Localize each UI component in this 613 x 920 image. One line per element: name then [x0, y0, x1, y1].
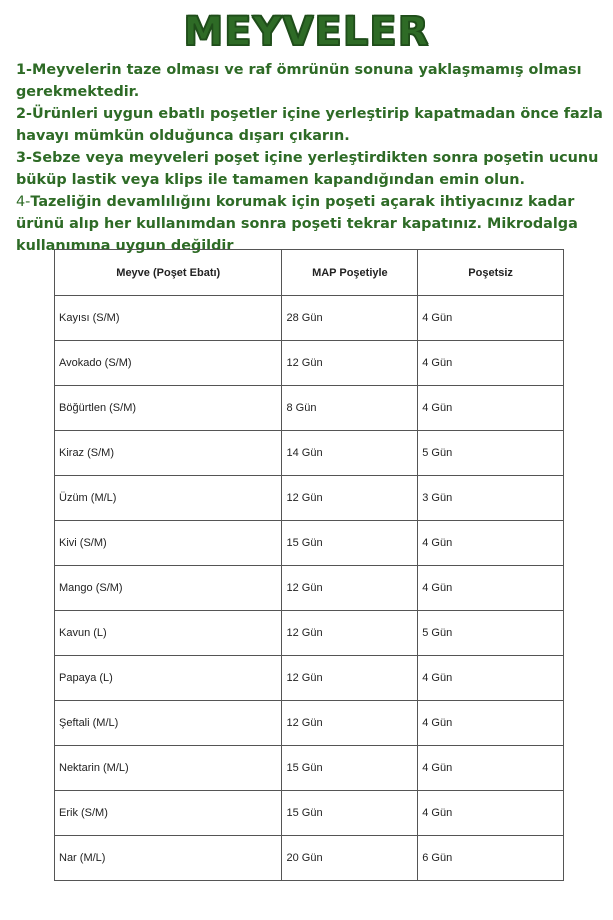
map-duration-cell: 15 Gün — [282, 791, 418, 836]
fruit-cell: Böğürtlen (S/M) — [55, 386, 282, 431]
table-header-row — [55, 250, 564, 296]
table-row — [55, 341, 564, 386]
table-row — [55, 791, 564, 836]
fruit-cell: Erik (S/M) — [55, 791, 282, 836]
table-row — [55, 566, 564, 611]
table-row — [55, 386, 564, 431]
fruit-cell: Avokado (S/M) — [55, 341, 282, 386]
table-row — [55, 521, 564, 566]
fruit-cell: Kivi (S/M) — [55, 521, 282, 566]
map-duration-cell: 15 Gün — [282, 521, 418, 566]
instructions — [16, 59, 611, 257]
instruction-4-number: 4- — [16, 194, 31, 210]
table-row — [55, 296, 564, 341]
table-row — [55, 476, 564, 521]
instruction-2 — [16, 103, 611, 147]
map-duration-cell: 12 Gün — [282, 611, 418, 656]
no-bag-duration-cell: 4 Gün — [418, 656, 564, 701]
map-duration-cell: 12 Gün — [282, 701, 418, 746]
map-duration-cell: 8 Gün — [282, 386, 418, 431]
instruction-1 — [16, 59, 611, 103]
map-duration-cell: 20 Gün — [282, 836, 418, 881]
no-bag-duration-cell: 4 Gün — [418, 341, 564, 386]
no-bag-duration-cell: 5 Gün — [418, 611, 564, 656]
instruction-2-number: 2- — [16, 106, 32, 122]
no-bag-duration-cell: 4 Gün — [418, 566, 564, 611]
fruit-cell: Kavun (L) — [55, 611, 282, 656]
table-row — [55, 836, 564, 881]
no-bag-duration-cell: 5 Gün — [418, 431, 564, 476]
no-bag-duration-cell: 4 Gün — [418, 386, 564, 431]
no-bag-duration-cell: 4 Gün — [418, 296, 564, 341]
no-bag-duration-cell: 6 Gün — [418, 836, 564, 881]
map-duration-cell: 14 Gün — [282, 431, 418, 476]
fruit-cell: Mango (S/M) — [55, 566, 282, 611]
fruit-cell: Şeftali (M/L) — [55, 701, 282, 746]
instruction-4 — [16, 191, 611, 257]
table-body — [55, 296, 564, 881]
table-row — [55, 656, 564, 701]
instruction-3-text: Sebze veya meyveleri poşet içine yerleştirdikten sonra poşetin ucunu büküp lastik veya klips ile tamamen kapandığından emin olun. — [16, 150, 599, 188]
no-bag-duration-cell: 3 Gün — [418, 476, 564, 521]
map-duration-cell: 12 Gün — [282, 341, 418, 386]
map-duration-cell: 12 Gün — [282, 476, 418, 521]
map-duration-cell: 15 Gün — [282, 746, 418, 791]
fruit-cell: Kayısı (S/M) — [55, 296, 282, 341]
table-row — [55, 701, 564, 746]
no-bag-duration-cell: 4 Gün — [418, 746, 564, 791]
fruit-cell: Papaya (L) — [55, 656, 282, 701]
map-duration-cell: 28 Gün — [282, 296, 418, 341]
instruction-4-text: Tazeliğin devamlılığını korumak için poşeti açarak ihtiyacınız kadar ürünü alıp her kullanımdan sonra poşeti tekrar kapatınız. Mikrodalga kullanımına uygun değildir — [16, 194, 578, 254]
column-header-map: MAP Poşetiyle — [282, 250, 418, 296]
table-row — [55, 611, 564, 656]
fruit-cell: Nektarin (M/L) — [55, 746, 282, 791]
no-bag-duration-cell: 4 Gün — [418, 791, 564, 836]
instruction-2-text: Ürünleri uygun ebatlı poşetler içine yerleştirip kapatmadan önce fazla havayı mümkün olduğunca dışarı çıkarın. — [16, 106, 603, 144]
map-duration-cell: 12 Gün — [282, 566, 418, 611]
no-bag-duration-cell: 4 Gün — [418, 521, 564, 566]
instruction-1-text: Meyvelerin taze olması ve raf ömrünün sonuna yaklaşmamış olması gerekmektedir. — [16, 62, 582, 100]
page-title: MEYVELER — [183, 9, 430, 55]
table-row — [55, 431, 564, 476]
instruction-1-number: 1- — [16, 62, 32, 78]
fruit-cell: Üzüm (M/L) — [55, 476, 282, 521]
instruction-3 — [16, 147, 611, 191]
column-header-fruit: Meyve (Poşet Ebatı) — [55, 250, 282, 296]
column-header-no-bag: Poşetsiz — [418, 250, 564, 296]
instruction-3-number: 3- — [16, 150, 32, 166]
table-row — [55, 746, 564, 791]
fruit-table — [54, 249, 564, 881]
fruit-cell: Kiraz (S/M) — [55, 431, 282, 476]
no-bag-duration-cell: 4 Gün — [418, 701, 564, 746]
map-duration-cell: 12 Gün — [282, 656, 418, 701]
fruit-cell: Nar (M/L) — [55, 836, 282, 881]
title-wrap — [0, 6, 613, 58]
